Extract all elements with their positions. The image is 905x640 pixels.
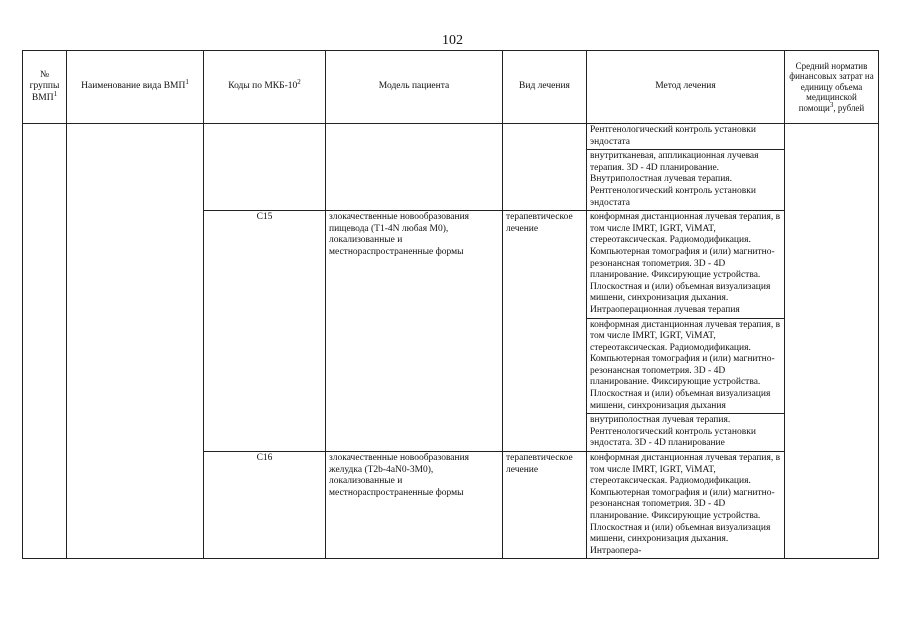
method-cell: внутриполостная лучевая терапия. Рентгенологический контроль установки эндостата. 3D - 4D планирование	[587, 414, 785, 452]
code-cell-continued	[204, 124, 326, 211]
patient-model-cell: злокачественные новообразования желудка (T2b-4aN0-3M0), локализованные и местнораспространенные формы	[326, 452, 503, 559]
icd-code-cell: C16	[204, 452, 326, 559]
page-number: 102	[442, 33, 463, 48]
icd-code-cell: C15	[204, 211, 326, 452]
col-header-treatment-method: Метод лечения	[587, 51, 785, 124]
col-header-group-no: № группы ВМП$^1$	[23, 51, 67, 124]
type-cell-continued	[503, 124, 587, 211]
col-header-treatment-type: Вид лечения	[503, 51, 587, 124]
col-header-cost: Средний норматив финансовых затрат на единицу объема медицинской помощи$^3$, рублей	[785, 51, 879, 124]
col-header-vmp-name: Наименование вида ВМП$^1$	[67, 51, 204, 124]
cost-cell	[785, 124, 879, 559]
method-cell: конформная дистанционная лучевая терапия, в том числе IMRT, IGRT, ViMAT, стереотаксическая. Радиомодификация. Компьютерная томография и (или) магнитно-резонансная топометрия. 3D - 4D планирование. Фиксирующие устройства. Плоскостная и (или) объемная визуализация мишени, синхронизация дыхания. Интраопера-	[587, 452, 785, 559]
model-cell-continued	[326, 124, 503, 211]
table-row	[23, 124, 879, 150]
header-row	[23, 51, 879, 124]
vmp-table	[22, 50, 879, 559]
group-no-cell	[23, 124, 67, 559]
method-cell: Рентгенологический контроль установки эндостата	[587, 124, 785, 150]
method-cell: конформная дистанционная лучевая терапия, в том числе IMRT, IGRT, ViMAT, стереотаксическая. Радиомодификация. Компьютерная томография и (или) магнитно-резонансная топометрия. 3D - 4D планирование. Фиксирующие устройства. Плоскостная и (или) объемная визуализация мишени, синхронизация дыхания	[587, 318, 785, 414]
col-header-icd-codes: Коды по МКБ-$10^2$	[204, 51, 326, 124]
method-cell: внутритканевая, аппликационная лучевая терапия. 3D - 4D планирование. Внутриполостная лучевая терапия. Рентгенологический контроль установки эндостата	[587, 150, 785, 211]
treatment-type-cell: терапевтическое лечение	[503, 211, 587, 452]
treatment-type-cell: терапевтическое лечение	[503, 452, 587, 559]
patient-model-cell: злокачественные новообразования пищевода (T1-4N любая M0), локализованные и местнораспространенные формы	[326, 211, 503, 452]
col-header-patient-model: Модель пациента	[326, 51, 503, 124]
method-cell: конформная дистанционная лучевая терапия, в том числе IMRT, IGRT, ViMAT, стереотаксическая. Радиомодификация. Компьютерная томография и (или) магнитно-резонансная топометрия. 3D - 4D планирование. Фиксирующие устройства. Плоскостная и (или) объемная визуализация мишени, синхронизация дыхания. Интраоперационная лучевая терапия	[587, 211, 785, 318]
vmp-name-cell	[67, 124, 204, 559]
